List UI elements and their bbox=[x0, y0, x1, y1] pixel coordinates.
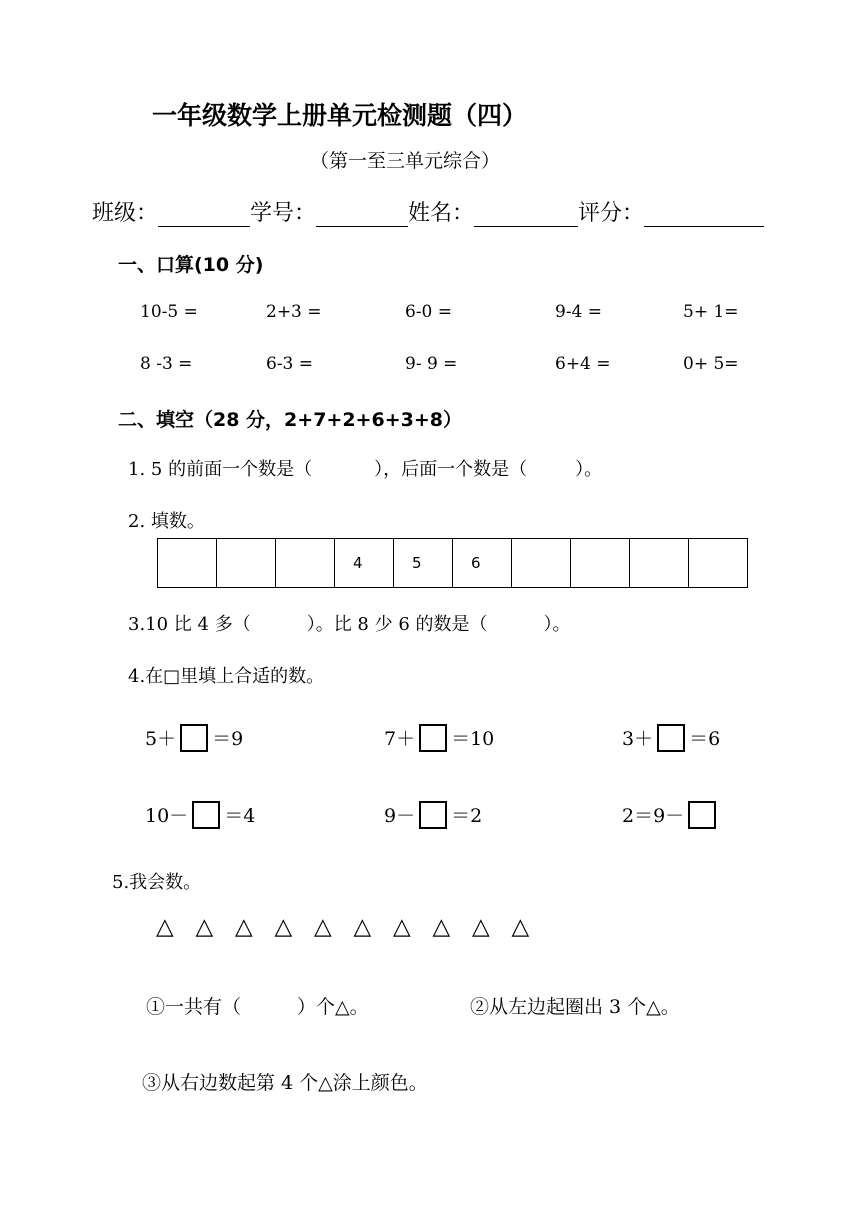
number-blank[interactable] bbox=[316, 202, 408, 227]
calc-item: 9-4 = bbox=[555, 302, 603, 322]
question-4-label: 4.在□里填上合适的数。 bbox=[128, 666, 325, 687]
calc-item: 6-0 = bbox=[405, 302, 453, 322]
question-5-label: 5.我会数。 bbox=[112, 872, 202, 893]
fill-box-equation: 7＋ ＝10 bbox=[384, 724, 494, 754]
triangle-icon[interactable]: △ bbox=[432, 914, 451, 940]
fill-box-equation: 2＝9－ bbox=[622, 801, 720, 831]
answer-box[interactable] bbox=[688, 801, 716, 829]
name-label: 姓名： bbox=[408, 201, 475, 226]
number-sequence-grid bbox=[157, 538, 748, 588]
answer-box[interactable] bbox=[419, 724, 447, 752]
calc-item: 8 -3 = bbox=[140, 354, 193, 374]
q3-text-b: ）。比 8 少 6 的数是（ bbox=[306, 614, 488, 635]
name-blank[interactable] bbox=[474, 202, 578, 227]
triangle-row bbox=[156, 914, 551, 940]
sequence-cell: 4 bbox=[335, 539, 394, 588]
sequence-cell[interactable] bbox=[217, 539, 276, 588]
q1-text-c: ）。 bbox=[575, 459, 603, 480]
question-1 bbox=[128, 455, 602, 481]
question-3 bbox=[128, 610, 571, 636]
score-label: 评分： bbox=[578, 201, 645, 226]
answer-box[interactable] bbox=[657, 724, 685, 752]
fill-box-equation: 9－ ＝2 bbox=[384, 801, 482, 831]
page-title: 一年级数学上册单元检测题（四） bbox=[152, 101, 528, 130]
triangle-icon[interactable]: △ bbox=[274, 914, 293, 940]
q5-sub-3: ③从右边数起第 4 个△涂上颜色。 bbox=[142, 1072, 428, 1094]
triangle-icon[interactable]: △ bbox=[511, 914, 530, 940]
q3-text-a: 3.10 比 4 多（ bbox=[128, 614, 251, 635]
calc-item: 0+ 5= bbox=[683, 354, 739, 374]
triangle-icon[interactable]: △ bbox=[314, 914, 332, 940]
fill-box-equation: 3＋ ＝6 bbox=[622, 724, 720, 754]
sequence-cell: 5 bbox=[394, 539, 453, 588]
student-info-line bbox=[92, 196, 764, 227]
fill-box-equation: 5＋ ＝9 bbox=[145, 724, 243, 754]
triangle-icon[interactable]: △ bbox=[156, 914, 174, 940]
sequence-cell: 6 bbox=[453, 539, 512, 588]
fill-box-equation: 10－ ＝4 bbox=[145, 801, 255, 831]
answer-box[interactable] bbox=[192, 801, 220, 829]
score-blank[interactable] bbox=[644, 202, 764, 227]
triangle-icon[interactable]: △ bbox=[472, 914, 490, 940]
number-label: 学号： bbox=[250, 201, 317, 226]
q5-sub-1: ①一共有（ ）个△。 bbox=[146, 996, 369, 1018]
calc-item: 10-5 = bbox=[140, 302, 198, 322]
class-blank[interactable] bbox=[158, 202, 250, 227]
section-1-heading: 一、口算(10 分) bbox=[118, 254, 264, 276]
q1-text-a: 1. 5 的前面一个数是（ bbox=[128, 459, 313, 480]
q1-text-b: ），后面一个数是（ bbox=[374, 459, 528, 480]
triangle-icon[interactable]: △ bbox=[393, 914, 411, 940]
calc-item: 5+ 1= bbox=[683, 302, 739, 322]
calc-item: 2+3 = bbox=[266, 302, 322, 322]
sequence-cell[interactable] bbox=[630, 539, 689, 588]
calc-item: 9- 9 = bbox=[405, 354, 458, 374]
triangle-icon[interactable]: △ bbox=[353, 914, 372, 940]
answer-box[interactable] bbox=[419, 801, 447, 829]
triangle-icon[interactable]: △ bbox=[195, 914, 214, 940]
triangle-icon[interactable]: △ bbox=[235, 914, 253, 940]
q5-sub-2: ②从左边起圈出 3 个△。 bbox=[470, 996, 680, 1018]
calc-item: 6-3 = bbox=[266, 354, 314, 374]
sequence-cell[interactable] bbox=[276, 539, 335, 588]
question-2-label: 2. 填数。 bbox=[128, 511, 205, 532]
sequence-cell[interactable] bbox=[512, 539, 571, 588]
section-2-heading: 二、填空（28 分，2+7+2+6+3+8） bbox=[118, 409, 462, 431]
sequence-cell[interactable] bbox=[689, 539, 748, 588]
sequence-cell[interactable] bbox=[571, 539, 630, 588]
class-label: 班级： bbox=[92, 201, 159, 226]
answer-box[interactable] bbox=[180, 724, 208, 752]
sequence-cell[interactable] bbox=[158, 539, 217, 588]
q3-text-c: ）。 bbox=[543, 614, 571, 635]
page-subtitle: （第一至三单元综合） bbox=[310, 150, 501, 172]
calc-item: 6+4 = bbox=[555, 354, 611, 374]
